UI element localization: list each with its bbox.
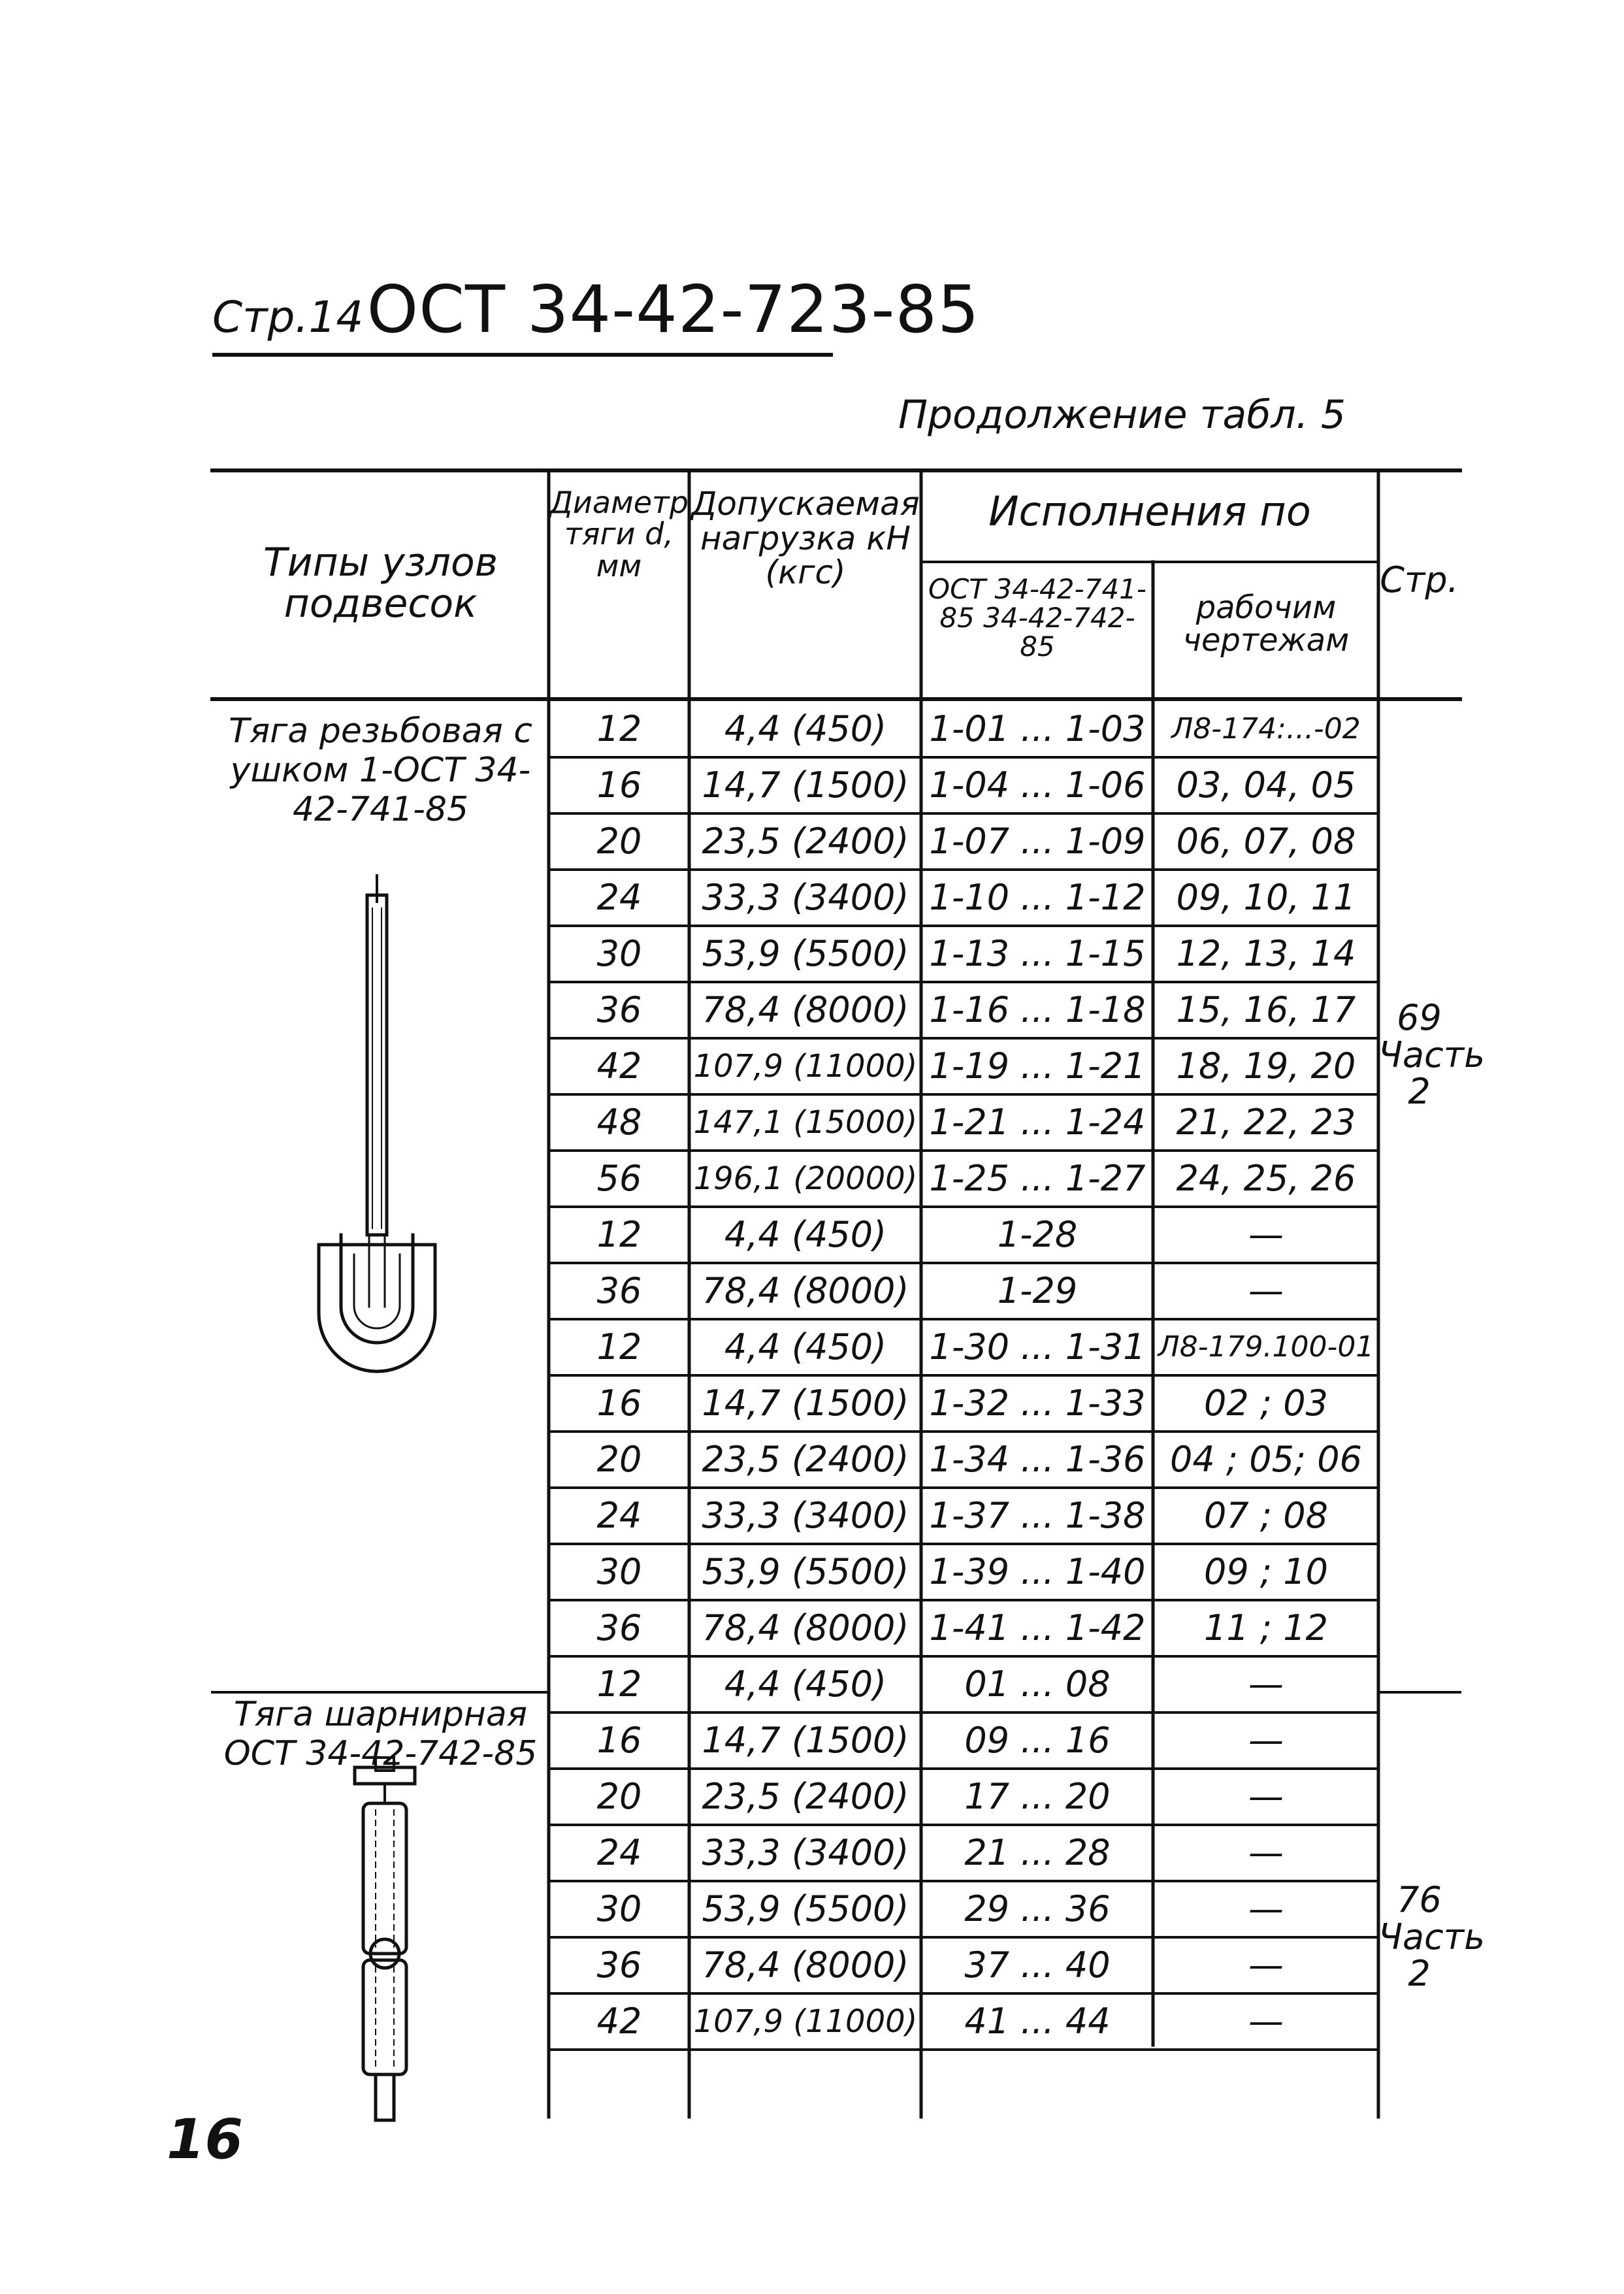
cell-diameter: 36 [596,989,642,1030]
cell-load: 53,9 (5500) [702,933,909,974]
cell-ost: 1-07 ... 1-09 [929,821,1146,862]
cell-load: 23,5 (2400) [702,1439,909,1480]
cell-load: 14,7 (1500) [702,1720,909,1761]
cell-drawing: 11 ; 12 [1204,1607,1328,1648]
cell-drawing: 06, 07, 08 [1176,821,1356,862]
header-executions: Исполнения по [988,487,1311,535]
page-number: 16 [167,2107,243,2171]
cell-drawing: 07 ; 08 [1204,1495,1328,1536]
cell-diameter: 42 [596,1045,642,1087]
continuation-label: Продолжение табл. 5 [898,392,1346,438]
cell-load: 53,9 (5500) [702,1551,909,1592]
cell-ost: 1-39 ... 1-40 [929,1551,1146,1592]
cell-ost: 29 ... 36 [964,1888,1111,1929]
cell-ost: 1-29 [997,1270,1078,1311]
cell-drawing: — [1248,2001,1284,2042]
cell-drawing: Л8-174:...-02 [1171,712,1361,746]
cell-diameter: 16 [596,1383,642,1424]
cell-diameter: 30 [596,933,642,974]
cell-load: 4,4 (450) [724,708,887,749]
cell-drawing: — [1248,1214,1284,1255]
cell-drawing: — [1248,1720,1284,1761]
cell-drawing: — [1248,1888,1284,1929]
cell-ost: 1-16 ... 1-18 [929,989,1146,1030]
cell-ost: 17 ... 20 [964,1776,1111,1817]
cell-ost: 1-21 ... 1-24 [929,1102,1146,1143]
cell-ost: 1-04 ... 1-06 [929,764,1146,806]
cell-ost: 1-25 ... 1-27 [929,1158,1146,1199]
cell-load: 147,1 (15000) [693,1104,918,1141]
cell-load: 23,5 (2400) [702,1776,909,1817]
cell-drawing: — [1248,1776,1284,1817]
cell-drawing: 09 ; 10 [1204,1551,1328,1592]
cell-diameter: 24 [596,1832,642,1873]
cell-diameter: 16 [596,1720,642,1761]
cell-ost: 1-32 ... 1-33 [929,1383,1146,1424]
cell-ost: 1-01 ... 1-03 [929,708,1146,749]
cell-diameter: 12 [596,708,642,749]
cell-ost: 1-41 ... 1-42 [929,1607,1146,1648]
cell-ost: 1-37 ... 1-38 [929,1495,1146,1536]
cell-diameter: 48 [596,1102,642,1143]
cell-diameter: 12 [596,1214,642,1255]
header-load: Допускаемая нагрузка кН (кгс) [691,485,920,591]
threaded-rod-eye-drawing [319,876,435,1371]
cell-diameter: 36 [596,1270,642,1311]
header-page: Стр. [1380,559,1459,600]
hinged-rod-drawing [355,1758,415,2120]
cell-diameter: 30 [596,1888,642,1929]
cell-drawing: 18, 19, 20 [1176,1045,1356,1087]
cell-diameter: 36 [596,1607,642,1648]
cell-diameter: 20 [596,1776,642,1817]
cell-load: 196,1 (20000) [693,1160,918,1197]
cell-load: 78,4 (8000) [702,989,909,1030]
cell-ost: 1-19 ... 1-21 [929,1045,1146,1087]
cell-diameter: 20 [596,821,642,862]
cell-drawing: — [1248,1944,1284,1986]
cell-drawing: — [1248,1832,1284,1873]
cell-diameter: 24 [596,1495,642,1536]
cell-diameter: 20 [596,1439,642,1480]
cell-ost: 1-28 [997,1214,1078,1255]
cell-drawing: 02 ; 03 [1204,1383,1328,1424]
cell-load: 78,4 (8000) [702,1944,909,1986]
cell-ost: 41 ... 44 [964,2001,1111,2042]
cell-ost: 21 ... 28 [964,1832,1111,1873]
cell-load: 4,4 (450) [724,1663,887,1705]
cell-load: 14,7 (1500) [702,764,909,806]
cell-drawing: 15, 16, 17 [1176,989,1356,1030]
cell-diameter: 56 [596,1158,642,1199]
cell-load: 33,3 (3400) [702,1495,909,1536]
cell-drawing: 03, 04, 05 [1176,764,1356,806]
cell-drawing: 21, 22, 23 [1176,1102,1356,1143]
type-label-hinged-rod: Тяга шарнирная ОСТ 34-42-742-85 [223,1695,538,1773]
cell-load: 4,4 (450) [724,1214,887,1255]
cell-drawing: 24, 25, 26 [1176,1158,1356,1199]
page-ref-hinged-rod: 76 Часть 2 [1378,1879,1486,1995]
cell-ost: 1-10 ... 1-12 [929,877,1146,918]
cell-load: 33,3 (3400) [702,877,909,918]
type-label-threaded-rod: Тяга резьбовая с ушком 1-ОСТ 34-42-741-85 [229,712,532,829]
cell-diameter: 30 [596,1551,642,1592]
cell-drawing: — [1248,1270,1284,1311]
cell-diameter: 12 [596,1663,642,1705]
cell-load: 4,4 (450) [724,1326,887,1368]
cell-load: 107,9 (11000) [693,2003,918,2040]
header-types: Типы узлов подвесок [263,540,498,627]
cell-ost: 01 ... 08 [964,1663,1111,1705]
cell-drawing: 04 ; 05; 06 [1169,1439,1363,1480]
cell-ost: 37 ... 40 [964,1944,1111,1986]
cell-ost: 1-30 ... 1-31 [929,1326,1146,1368]
page-label: Стр.14 [212,292,364,342]
cell-drawing: 12, 13, 14 [1176,933,1356,974]
cell-load: 14,7 (1500) [702,1383,909,1424]
cell-ost: 1-34 ... 1-36 [929,1439,1146,1480]
cell-load: 33,3 (3400) [702,1832,909,1873]
cell-load: 107,9 (11000) [693,1048,918,1085]
cell-diameter: 36 [596,1944,642,1986]
cell-diameter: 12 [596,1326,642,1368]
cell-diameter: 16 [596,764,642,806]
cell-drawing: — [1248,1663,1284,1705]
cell-ost: 1-13 ... 1-15 [929,933,1146,974]
standard-number: ОСТ 34-42-723-85 [366,271,980,348]
cell-ost: 09 ... 16 [964,1720,1111,1761]
header-drawings: рабочим чертежам [1182,589,1350,659]
page-ref-threaded-rod: 69 Часть 2 [1378,997,1486,1113]
cell-load: 23,5 (2400) [702,821,909,862]
header-ost: ОСТ 34-42-741-85 34-42-742-85 [928,573,1146,663]
cell-diameter: 24 [596,877,642,918]
cell-drawing: 09, 10, 11 [1176,877,1356,918]
cell-load: 78,4 (8000) [702,1270,909,1311]
cell-diameter: 42 [596,2001,642,2042]
cell-load: 53,9 (5500) [702,1888,909,1929]
cell-load: 78,4 (8000) [702,1607,909,1648]
cell-drawing: Л8-179.100-01 [1158,1330,1374,1364]
header-diameter: Диаметр тяги d, мм [549,485,689,583]
